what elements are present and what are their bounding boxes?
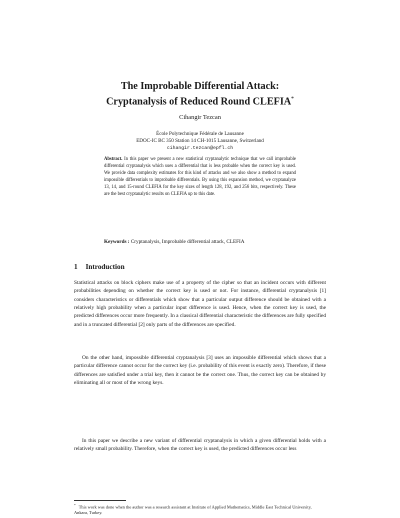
title-line-2-text: Cryptanalysis of Reduced Round CLEFIA [106, 96, 292, 108]
body-paragraph-1 [74, 279, 326, 329]
section-heading [74, 263, 125, 271]
keywords-label: Keywords : [104, 239, 130, 245]
paragraph-2-text: On the other hand, impossible differential cryptanalysis [3] uses an impossible differential which shows that a particular difference cannot occur for the correct key (i.e. probability of this event is exactly zero). Therefore, if these differences are satisfied under a trial key, then it cannot be the correct one. Thus, the correct key can be obtained by eliminating all or most of the wrong keys. [74, 355, 326, 387]
author-email: cihangir.tezcan@epfl.ch [166, 146, 234, 151]
abstract-label: Abstract. [104, 157, 123, 162]
author-name: Cihangir Tezcan [179, 114, 221, 121]
paragraph-1-text: Statistical attacks on block ciphers make use of a property of the cipher so that an incident occurs with different probabilities depending on whether the correct key is used or not. For instance, differential cryptanalysis [1] considers characteristics or differentials which show that a particular output difference should be obtained with a relatively high probability when a particular input difference is used. Hence, when the correct key is used, the predicted differences occur more frequently. In a classical differential characteristic the differences are fully specified and in a truncated differential [2] only parts of the differences are specified. [74, 280, 326, 328]
keywords [104, 239, 304, 245]
affiliation-line-2: EDOC-IC BC 350 Station 14 CH-1015 Lausanne, Switzerland [136, 138, 264, 144]
body-paragraph-3 [74, 437, 326, 454]
section-title: Introduction [85, 263, 125, 271]
abstract [104, 157, 296, 198]
keywords-text: Cryptanalysis, Improbable differential attack, CLEFIA [130, 239, 245, 245]
footnote-rule [74, 500, 126, 501]
title-line-1: The Improbable Differential Attack: [120, 81, 280, 92]
title-footnote-marker: * [291, 96, 294, 102]
body-paragraph-2 [74, 354, 326, 387]
affiliation [60, 131, 340, 152]
footnote-text: This work was done when the author was a research assistant at Institute of Applied Mathematics, Middle East Technical University, Ankara, Turkey. [74, 504, 312, 516]
abstract-text: In this paper we present a new statistical cryptanalytic technique that we call improbable differential cryptanalysis which uses a differential that is less probable when the correct key is used. We provide data complexity estimates for this kind of attacks and we also show a method to expand impossible differentials to improbable differentials. By using this expansion method, we cryptanalyze 13, 14, and 15-round CLEFIA for the key sizes of length 128, 192, and 256 bits, respectively. These are the best cryptanalytic results on CLEFIA up to this date. [104, 157, 296, 197]
title-line-2 [80, 93, 320, 108]
section-number: 1 [74, 263, 78, 271]
affiliation-line-1: École Polytechnique Fédérale de Lausanne [156, 131, 244, 137]
paragraph-3-text: In this paper we describe a new variant of differential cryptanalysis in which a given differential holds with a relatively small probability. Therefore, when the correct key is used, the predicted differences occur less [74, 438, 326, 453]
footnote-marker: * [74, 503, 76, 507]
footnote [74, 502, 326, 516]
paper-title [80, 80, 320, 108]
